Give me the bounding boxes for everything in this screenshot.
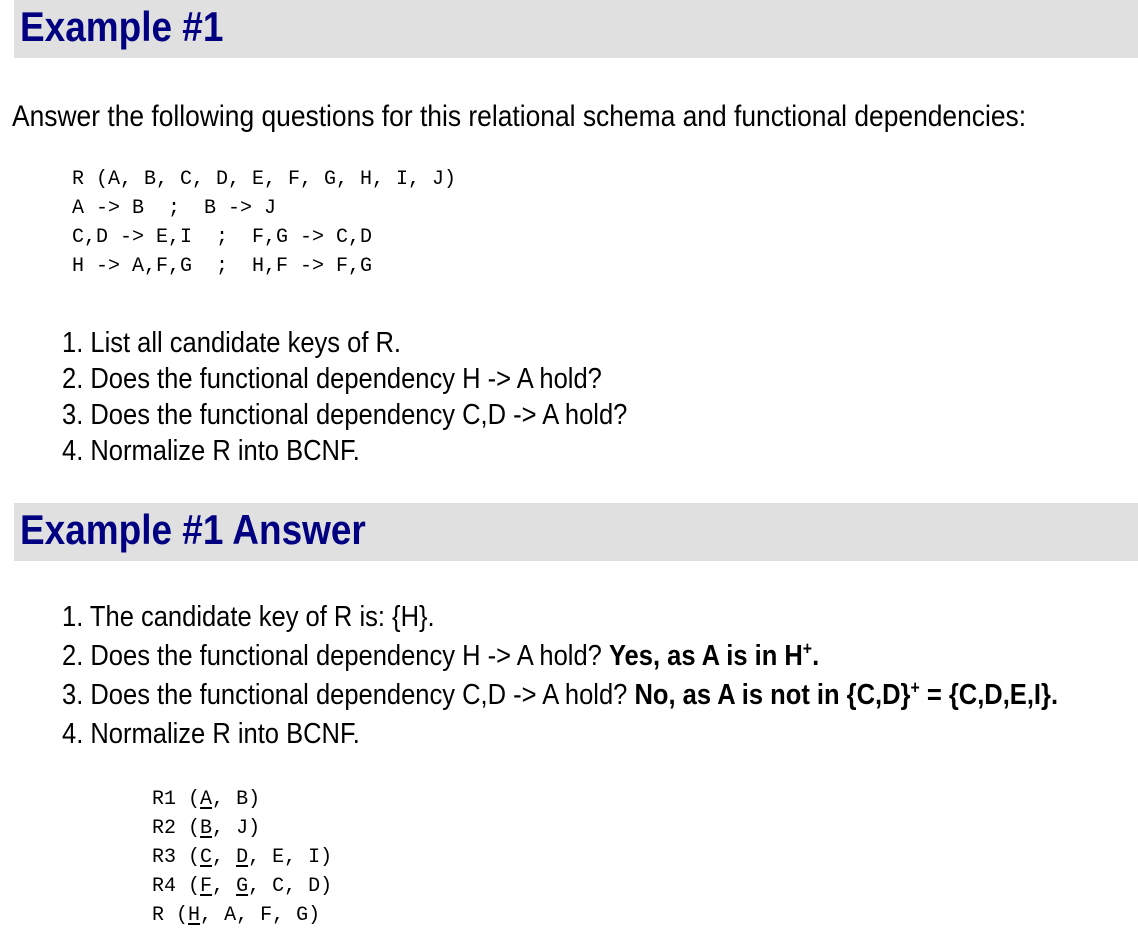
answer-item: 1. The candidate key of R is: {H}. [62,601,435,633]
intro-text [12,100,1138,134]
answer-title: Example #1 Answer [20,506,366,553]
answers-list [62,598,1138,754]
question-item: 4. Normalize R into BCNF. [62,435,360,467]
relation-line: R1 (A, B) [152,788,261,811]
answer-item: 2. Does the functional dependency H -> A hold? Yes, as A is in H+. [62,638,820,672]
question-item: 2. Does the functional dependency H -> A hold? [62,363,602,395]
fd-line: A -> B ; B -> J [72,197,277,220]
example-title: Example #1 [20,3,224,50]
fd-line: H -> A,F,G ; H,F -> F,G [72,255,373,278]
fd-line: C,D -> E,I ; F,G -> C,D [72,226,373,249]
schema-block [72,165,456,281]
relation-line: R2 (B, J) [152,817,261,840]
questions-list [62,325,704,469]
relation-line: R3 (C, D, E, I) [152,846,333,869]
answer-item: 3. Does the functional dependency C,D -> A hold? No, as A is not in {C,D}+ = {C,D,E,I}. [62,677,1059,711]
answer-item: 4. Normalize R into BCNF. [62,718,360,750]
answer-header [14,503,1138,561]
relation-line: R4 (F, G, C, D) [152,875,333,898]
relation-line: R (H, A, F, G) [152,904,321,927]
bcnf-relations [152,785,332,930]
question-item: 1. List all candidate keys of R. [62,327,402,359]
question-item: 3. Does the functional dependency C,D -> A hold? [62,399,628,431]
intro-sentence: Answer the following questions for this relational schema and functional dependencies: [12,100,1027,133]
example-header [14,0,1138,58]
schema-relation: R (A, B, C, D, E, F, G, H, I, J) [72,168,457,191]
